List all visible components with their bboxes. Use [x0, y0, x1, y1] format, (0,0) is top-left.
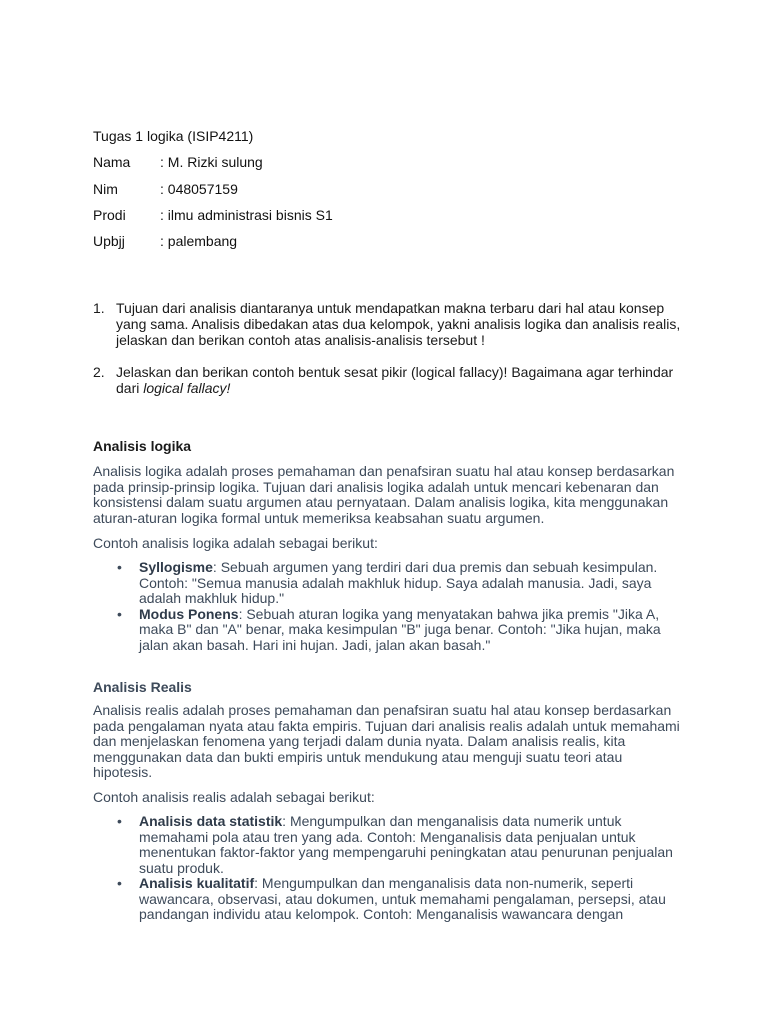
assignment-title: Tugas 1 logika (ISIP4211): [93, 128, 254, 144]
bullet-term: Syllogisme: [139, 559, 213, 575]
bullet-term: Analisis kualitatif: [139, 875, 255, 891]
bullet-text: : Mengumpulkan dan menganalisis data non-numerik, seperti wawancara, observasi, atau dokumen, untuk memahami pengalaman, persepsi, atau pandangan individu atau kelompok. Contoh: Menganalisis wawancara dengan: [139, 875, 666, 922]
bullet-term: Modus Ponens: [139, 605, 239, 622]
question-number: 1.: [93, 300, 105, 316]
row-value: : M. Rizki sulung: [160, 154, 263, 170]
realis-paragraph: Analisis realis adalah proses pemahaman dan penafsiran suatu hal atau konsep berdasarkan pada pengalaman nyata atau fakta empiris. Tujuan dari analisis realis adalah untuk memahami dan menjelaskan fenomena yang terjadi dalam dunia nyata. Dalam analisis realis, kita menggunakan data dan bukti empiris untuk mendukung atau menguji suatu teori atau hipotesis.: [93, 702, 680, 780]
list-item: [93, 560, 683, 607]
row-label: Nim: [93, 181, 118, 197]
bullet-term: Analisis data statistik: [139, 813, 283, 829]
bullet-text: : Mengumpulkan dan menganalisis data numerik untuk memahami pola atau tren yang ada. Contoh: Menganalisis data penjualan untuk menentukan faktor-faktor yang mempengaruhi peningkatan atau penurunan penjualan suatu produk.: [139, 813, 673, 876]
student-name-row: [93, 154, 263, 170]
section-title-realis: Analisis Realis: [93, 679, 192, 695]
list-item: [93, 876, 683, 923]
logika-bullet-list: [93, 560, 683, 653]
row-label: Upbjj: [93, 233, 125, 249]
row-label: Prodi: [93, 207, 126, 223]
section-title-logika: Analisis logika: [93, 438, 192, 454]
question-text: Tujuan dari analisis diantaranya untuk mendapatkan makna terbaru dari hal atau konsep yang sama. Analisis dibedakan atas dua kelompok, yakni analisis logika dan analisis realis, jelaskan dan berikan contoh atas analisis-analisis tersebut !: [116, 300, 681, 348]
row-label: Nama: [93, 154, 131, 170]
bullet-glyph: •: [117, 559, 122, 575]
row-value: : 048057159: [160, 181, 238, 197]
list-item: [93, 607, 683, 654]
question-list: [93, 300, 683, 412]
bullet-glyph: •: [117, 813, 122, 829]
realis-example-intro: Contoh analisis realis adalah sebagai berikut:: [93, 789, 375, 805]
realis-bullet-list: [93, 814, 683, 923]
question-text: Jelaskan dan berikan contoh bentuk sesat pikir (logical fallacy)! Bagaimana agar terhindar dari: [116, 364, 674, 396]
bullet-text: : Sebuah argumen yang terdiri dari dua premis dan sebuah kesimpulan. Contoh: "Semua manusia adalah makhluk hidup. Saya adalah manusia. Jadi, saya adalah makhluk hidup.": [139, 559, 658, 606]
row-value: : palembang: [160, 233, 238, 249]
bullet-glyph: •: [117, 875, 122, 891]
student-prodi-row: [93, 207, 333, 223]
question-italic-text: logical fallacy!: [143, 380, 231, 396]
bullet-text: : Sebuah aturan logika yang menyatakan bahwa jika premis "Jika A, maka B" dan "A" benar, maka kesimpulan "B" juga benar. Contoh: "Jika hujan, maka jalan akan basah. Hari ini hujan. Jadi, jalan akan basah.": [139, 605, 661, 653]
student-upbjj-row: [93, 233, 237, 249]
question-item: [93, 364, 683, 396]
logika-paragraph: Analisis logika adalah proses pemahaman dan penafsiran suatu hal atau konsep berdasarkan pada prinsip-prinsip logika. Tujuan dari analisis logika adalah untuk mencari kebenaran dan konsistensi dalam suatu argumen atau pernyataan. Dalam analisis logika, kita menggunakan aturan-aturan logika formal untuk memeriksa keabsahan suatu argumen.: [93, 463, 675, 526]
question-item: [93, 300, 683, 348]
list-item: [93, 814, 683, 876]
question-number: 2.: [93, 364, 105, 380]
row-value: : ilmu administrasi bisnis S1: [160, 207, 333, 223]
logika-example-intro: Contoh analisis logika adalah sebagai berikut:: [93, 535, 378, 551]
bullet-glyph: •: [117, 605, 122, 622]
student-nim-row: [93, 181, 238, 197]
